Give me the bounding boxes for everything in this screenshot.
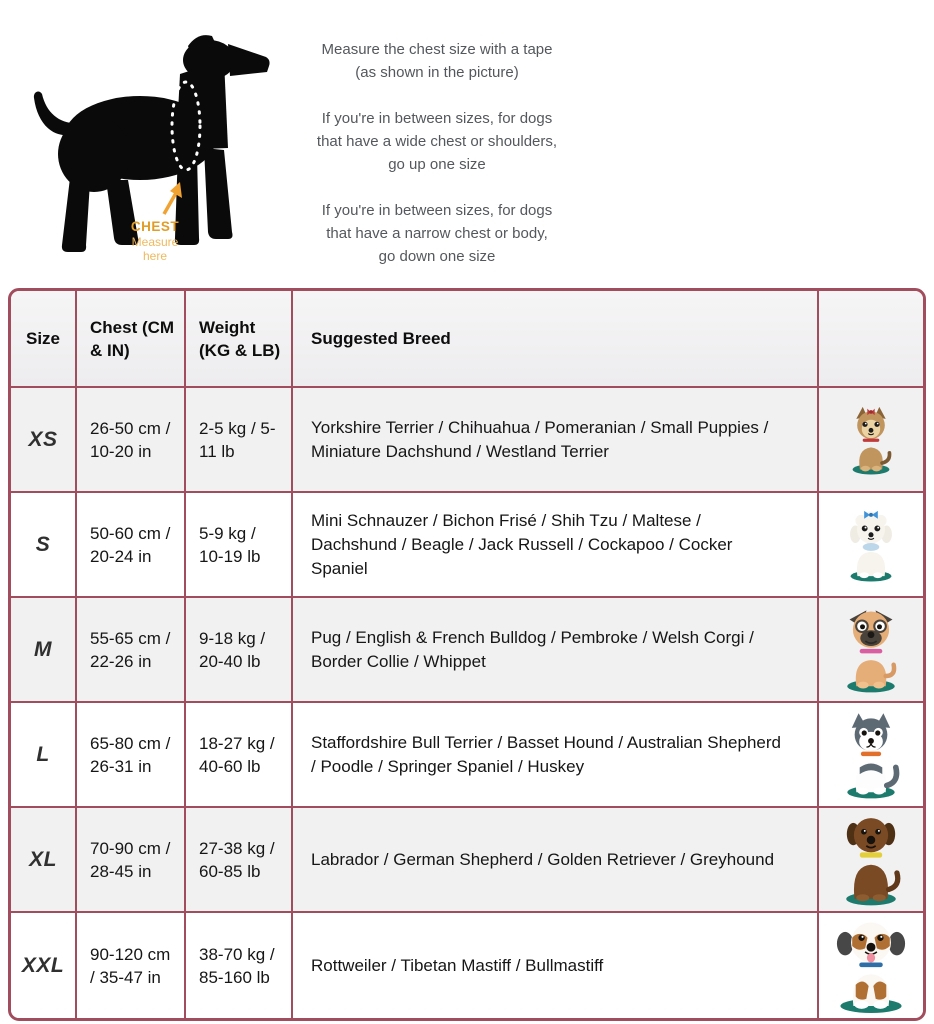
- weight-value: 18-27 kg / 40-60 lb: [186, 703, 293, 808]
- husky-icon: [837, 711, 905, 799]
- pug-icon: [834, 607, 908, 693]
- weight-value: 5-9 kg / 10-19 lb: [186, 493, 293, 598]
- header-breed: Suggested Breed: [293, 291, 819, 388]
- chest-value: 65-80 cm / 26-31 in: [77, 703, 186, 808]
- instruction-line: If you're in between sizes, for dogs: [321, 110, 553, 127]
- weight-value: 2-5 kg / 5-11 lb: [186, 388, 293, 493]
- yorkshire-terrier-icon: [843, 405, 899, 475]
- instruction-paragraph: [276, 199, 598, 268]
- st-bernard-icon: [827, 919, 915, 1013]
- header-image-column: [819, 291, 923, 388]
- header-weight: Weight (KG & LB): [186, 291, 293, 388]
- header-size: Size: [11, 291, 77, 388]
- weight-value: 38-70 kg / 85-160 lb: [186, 913, 293, 1018]
- breed-value: Rottweiler / Tibetan Mastiff / Bullmastiff: [293, 913, 819, 1018]
- size-value: XXL: [21, 953, 65, 977]
- measuring-instructions: [276, 38, 598, 291]
- instruction-line: Measure the chest size with a tape: [321, 41, 553, 58]
- breed-value: Mini Schnauzer / Bichon Frisé / Shih Tzu / Maltese / Dachshund / Beagle / Jack Russell / Cockapoo / Cocker Spaniel: [293, 493, 819, 598]
- size-value: XS: [28, 427, 58, 451]
- dog-silhouette-icon: [28, 30, 278, 270]
- measure-here-label-line1: Measure: [131, 235, 179, 249]
- instruction-line: that have a narrow chest or body,: [326, 225, 548, 242]
- instruction-paragraph: [276, 38, 598, 84]
- size-chart-table: [8, 288, 926, 1021]
- instruction-line: go down one size: [378, 248, 496, 265]
- size-value: S: [35, 532, 51, 556]
- breed-value: Pug / English & French Bulldog / Pembroke / Welsh Corgi / Border Collie / Whippet: [293, 598, 819, 703]
- size-value: M: [34, 637, 52, 661]
- size-value: XL: [29, 847, 57, 871]
- breed-value: Yorkshire Terrier / Chihuahua / Pomeranian / Small Puppies / Miniature Dachshund / Westland Terrier: [293, 388, 819, 493]
- chest-value: 26-50 cm / 10-20 in: [77, 388, 186, 493]
- maltese-icon: [841, 508, 901, 582]
- breed-value: Labrador / German Shepherd / Golden Retriever / Greyhound: [293, 808, 819, 913]
- instruction-paragraph: [276, 107, 598, 176]
- size-value: L: [36, 742, 50, 766]
- chest-value: 70-90 cm / 28-45 in: [77, 808, 186, 913]
- weight-value: 27-38 kg / 60-85 lb: [186, 808, 293, 913]
- chest-label: CHEST: [130, 219, 180, 234]
- chest-value: 55-65 cm / 22-26 in: [77, 598, 186, 703]
- instruction-line: that have a wide chest or shoulders,: [316, 133, 558, 150]
- breed-value: Staffordshire Bull Terrier / Basset Hound / Australian Shepherd / Poodle / Springer Spaniel / Huskey: [293, 703, 819, 808]
- instruction-line: If you're in between sizes, for dogs: [321, 202, 553, 219]
- chest-value: 90-120 cm / 35-47 in: [77, 913, 186, 1018]
- measure-here-label-line2: here: [142, 249, 168, 263]
- weight-value: 9-18 kg / 20-40 lb: [186, 598, 293, 703]
- chest-value: 50-60 cm / 20-24 in: [77, 493, 186, 598]
- header-chest: Chest (CM & IN): [77, 291, 186, 388]
- instruction-line: go up one size: [388, 156, 486, 173]
- instruction-line: (as shown in the picture): [355, 64, 519, 81]
- labrador-icon: [835, 814, 907, 906]
